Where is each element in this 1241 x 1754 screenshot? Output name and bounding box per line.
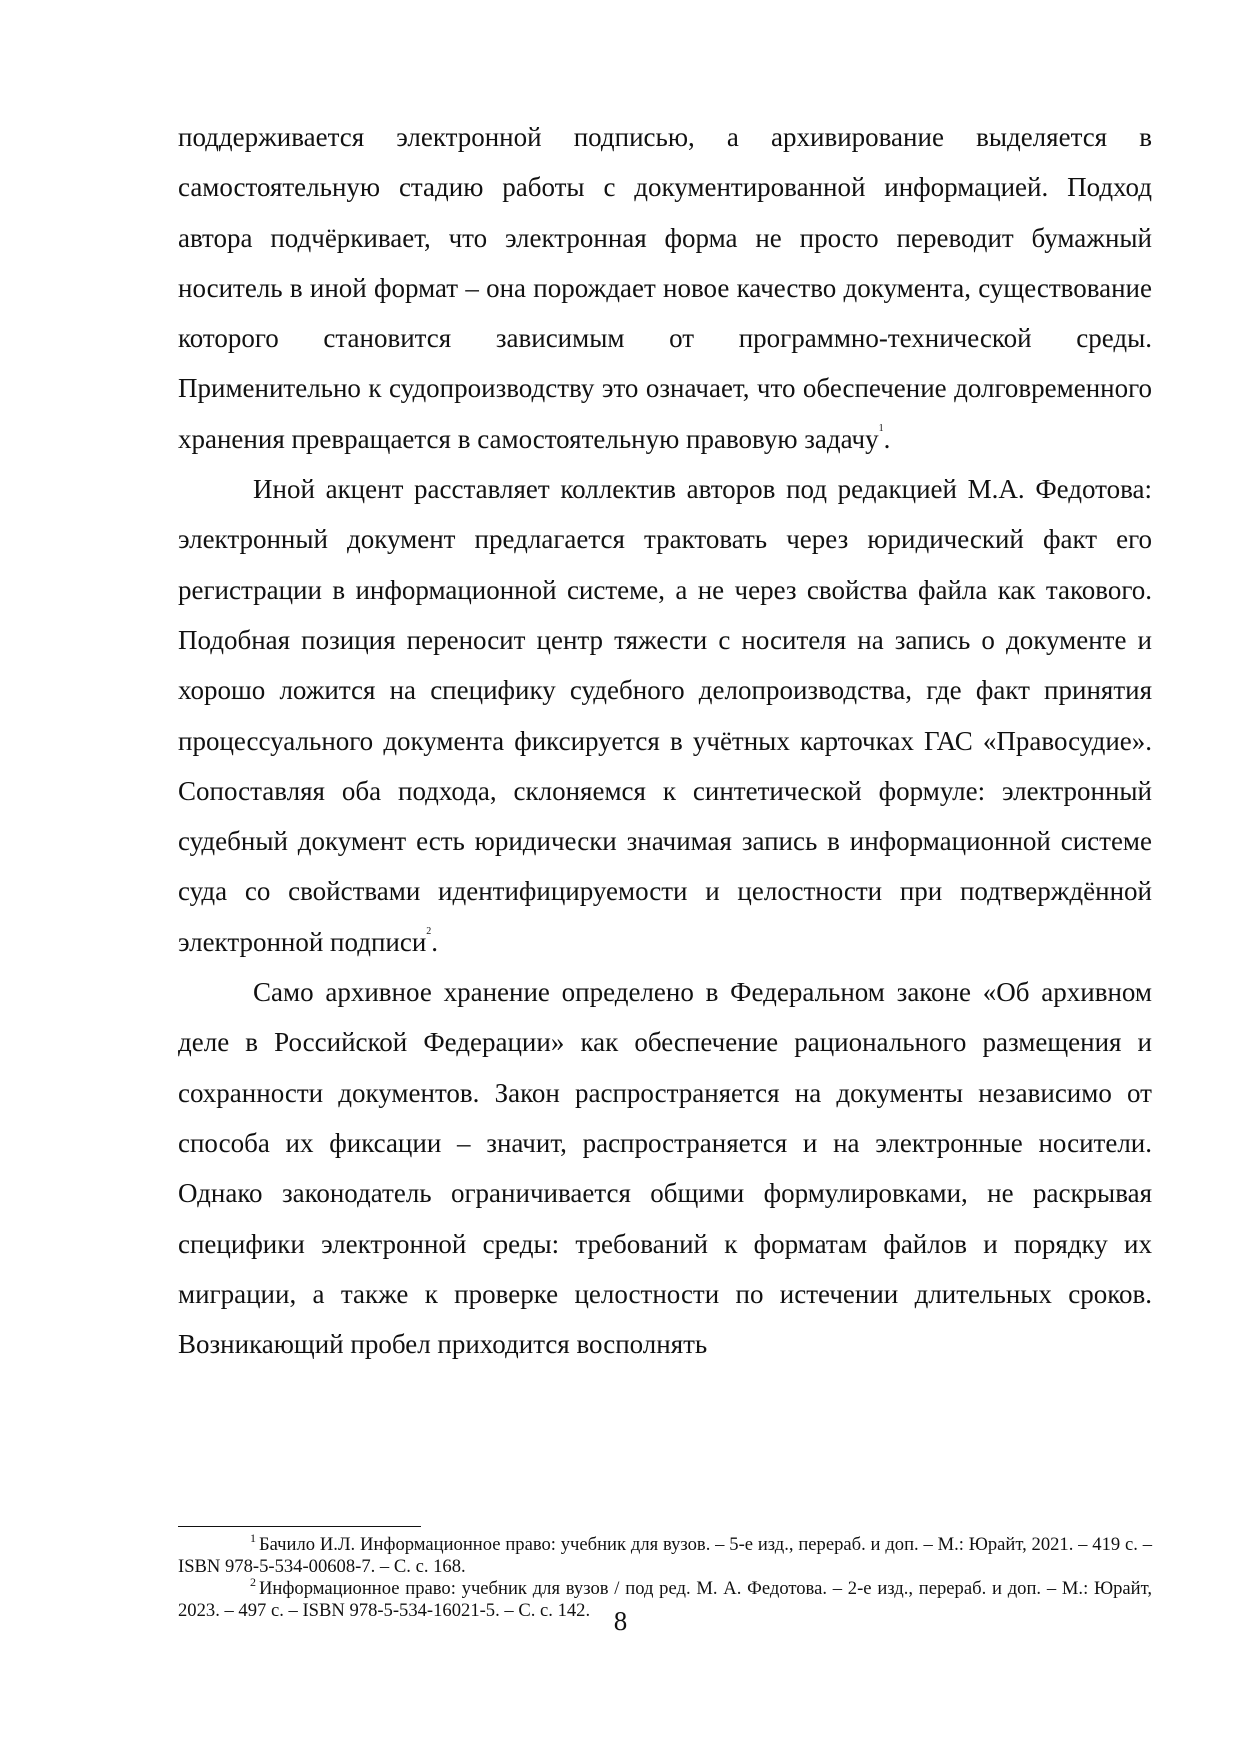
- footnote-ref-2[interactable]: 2: [426, 925, 432, 937]
- body-text: [178, 112, 1152, 1369]
- paragraph-3: [178, 967, 1152, 1369]
- paragraph-1-text: поддерживается электронной подписью, а архивирование выделяется в самостоятельную стадию работы с документированной информацией. Подход автора подчёркивает, что электронная форма не просто переводит бумажный носитель в иной формат – она порождает новое качество документа, существование которого становится зависимым от программно-технической среды. Применительно к судопроизводству это означает, что обеспечение долговременного хранения превращается в самостоятельную правовую задачу: [178, 122, 1152, 454]
- paragraph-2: [178, 464, 1152, 967]
- footnote-2-text: Информационное право: учебник для вузов / под ред. М. А. Федотова. – 2-е изд., перераб. и доп. – М.: Юрайт, 2023. – 497 с. – ISBN 978-5-534-16021-5. – С. с. 142.: [178, 1578, 1152, 1621]
- paragraph-1: [178, 112, 1152, 464]
- paragraph-2-text: Иной акцент расставляет коллектив авторов под редакцией М.А. Федотова: электронный документ предлагается трактовать через юридический факт его регистрации в информационной системе, а не через свойства файла как такового. Подобная позиция переносит центр тяжести с носителя на запись о документе и хорошо ложится на специфику судебного делопроизводства, где факт принятия процессуального документа фиксируется в учётных карточках ГАС «Правосудие». Сопоставляя оба подхода, склоняемся к синтетической формуле: электронный судебный документ есть юридически значимая запись в информационной системе суда со свойствами идентифицируемости и целостности при подтверждённой электронной подписи: [178, 474, 1152, 957]
- footnote-ref-1[interactable]: 1: [878, 422, 884, 434]
- paragraph-2-end: .: [431, 926, 439, 957]
- footnote-1: [178, 1531, 1152, 1578]
- footnote-2-number: 2: [250, 1575, 256, 1589]
- page-number: 8: [613, 1606, 628, 1636]
- footnote-1-number: 1: [250, 1531, 256, 1545]
- paragraph-1-end: .: [883, 423, 891, 454]
- footnote-1-text: Бачило И.Л. Информационное право: учебник для вузов. – 5-е изд., перераб. и доп. – М.: Юрайт, 2021. – 419 с. – ISBN 978-5-534-00608-7. – С. с. 168.: [178, 1534, 1152, 1577]
- paragraph-3-text: Само архивное хранение определено в Федеральном законе «Об архивном деле в Российской Федерации» как обеспечение рационального размещения и сохранности документов. Закон распространяется на документы независимо от способа их фиксации – значит, распространяется и на электронные носители. Однако законодатель ограничивается общими формулировками, не раскрывая специфики электронной среды: требований к форматам файлов и порядку их миграции, а также к проверке целостности по истечении длительных сроков. Возникающий пробел приходится восполнять: [178, 977, 1152, 1360]
- footnote-divider: [178, 1526, 421, 1527]
